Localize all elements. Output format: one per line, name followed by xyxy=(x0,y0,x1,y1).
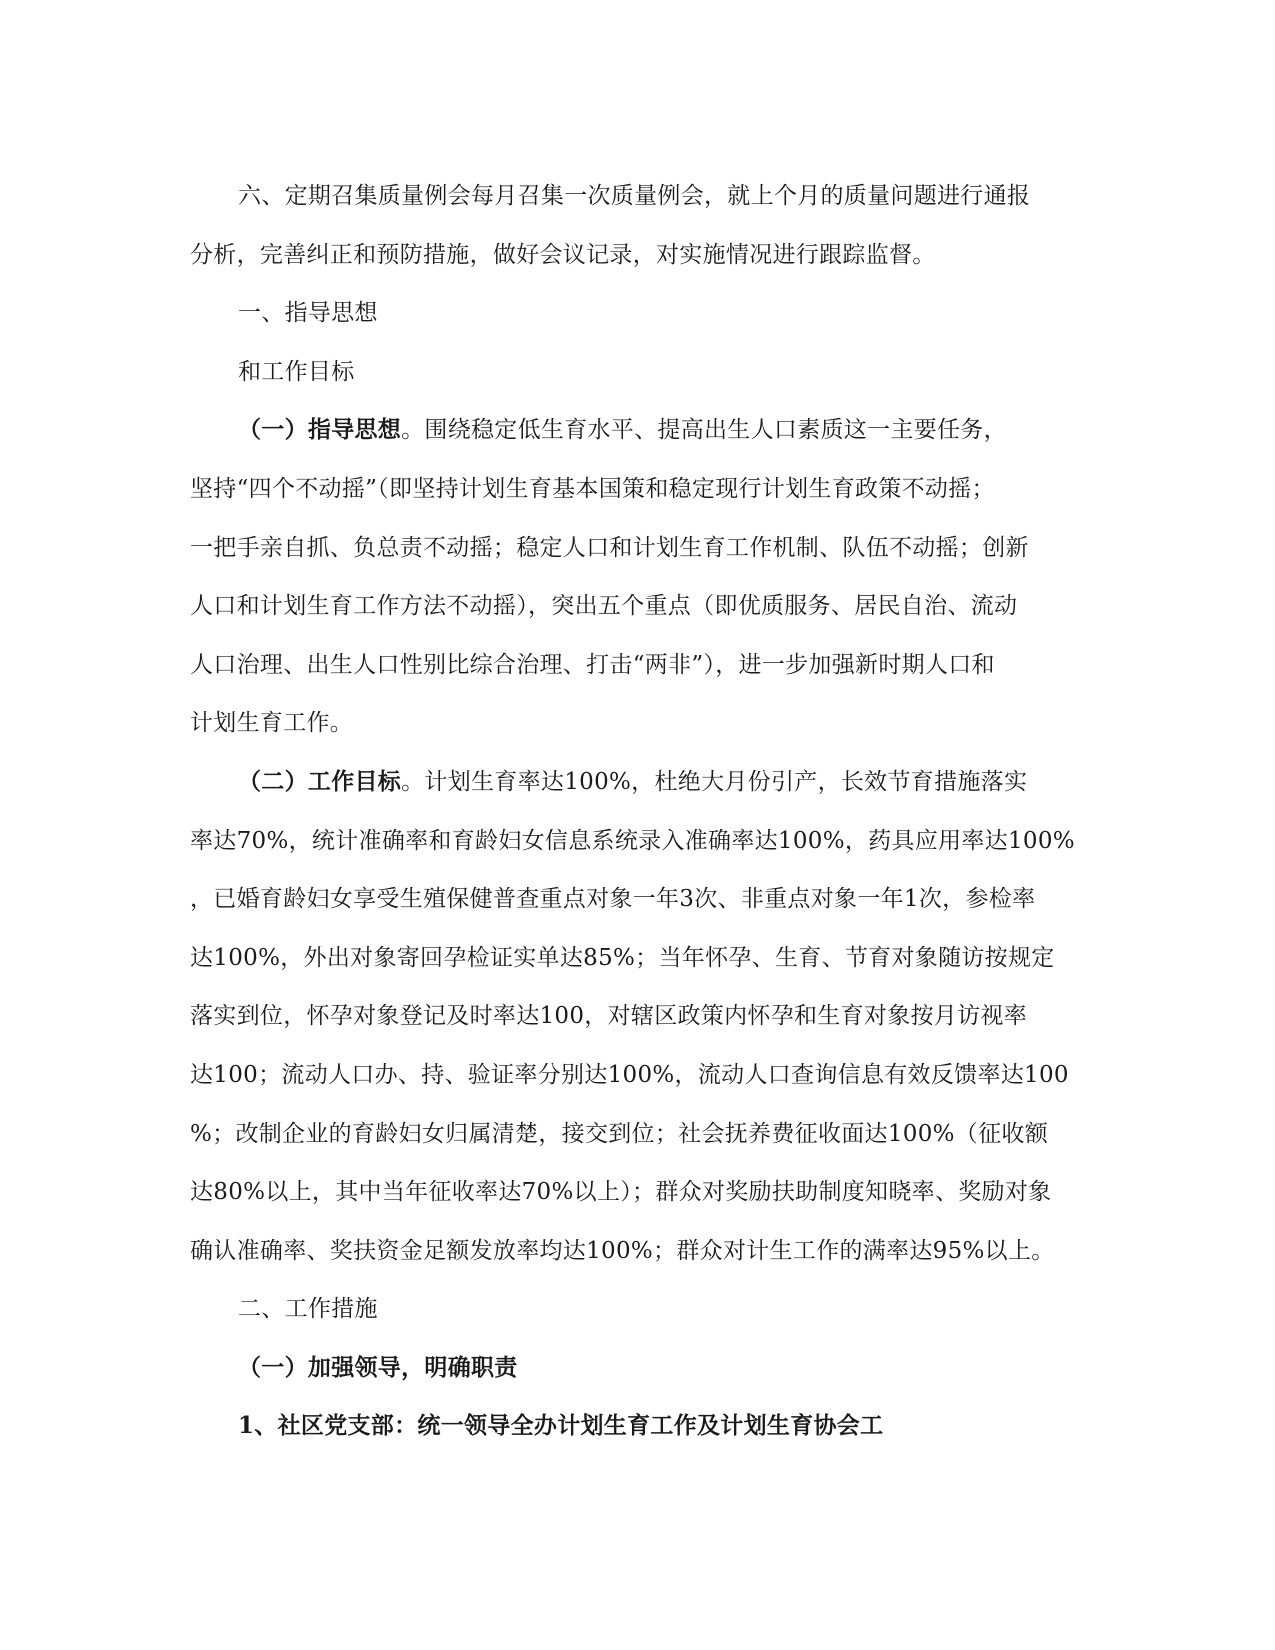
text-line xyxy=(190,812,1090,871)
body-text: 一把手亲自抓、负总责不动摇；稳定人口和计划生育工作机制、队伍不动摇；创新 xyxy=(190,534,1029,561)
bold-heading-text: 1、社区党支部：统一领导全办计划生育工作及计划生育协会工 xyxy=(238,1412,884,1440)
text-line xyxy=(190,636,1090,695)
bold-heading-text: （二）工作目标 xyxy=(238,767,402,795)
text-line xyxy=(190,519,1090,578)
body-text: 和工作目标 xyxy=(238,358,355,385)
body-text: %；改制企业的育龄妇女归属清楚，接交到位；社会抚养费征收面达100%（征收额 xyxy=(190,1120,1049,1147)
text-line xyxy=(190,343,1090,402)
body-text: 达80%以上，其中当年征收率达70%以上）；群众对奖励扶助制度知晓率、奖励对象 xyxy=(190,1179,1052,1206)
body-text: 坚持“四个不动摇”（即坚持计划生育基本国策和稳定现行计划生育政策不动摇； xyxy=(190,475,995,502)
text-line xyxy=(190,284,1090,343)
body-text: 确认准确率、奖扶资金足额发放率均达100%；群众对计生工作的满率达95%以上。 xyxy=(190,1237,1055,1264)
body-text: 。围绕稳定低生育水平、提高出生人口素质这一主要任务， xyxy=(401,417,1007,444)
body-text: 率达70%，统计准确率和育龄妇女信息系统录入准确率达100%，药具应用率达100% xyxy=(190,827,1075,854)
text-line xyxy=(190,460,1090,519)
body-text: 六、定期召集质量例会每月召集一次质量例会，就上个月的质量问题进行通报 xyxy=(238,183,1031,209)
body-text: 一、指导思想 xyxy=(238,300,378,327)
body-text: 落实到位，怀孕对象登记及时率达100，对辖区政策内怀孕和生育对象按月访视率 xyxy=(190,1003,1027,1030)
document-body xyxy=(190,167,1090,1456)
text-line xyxy=(190,870,1090,929)
text-line xyxy=(190,1280,1090,1339)
text-line xyxy=(190,987,1090,1046)
body-text: 人口治理、出生人口性别比综合治理、打击“两非”），进一步加强新时期人口和 xyxy=(190,651,995,678)
text-line xyxy=(190,753,1090,812)
body-text: 计划生育工作。 xyxy=(190,710,354,737)
text-line xyxy=(190,401,1090,460)
text-line xyxy=(190,1105,1090,1164)
text-line xyxy=(190,577,1090,636)
body-text: 二、工作措施 xyxy=(238,1296,378,1323)
body-text: 达100；流动人口办、持、验证率分别达100%，流动人口查询信息有效反馈率达100 xyxy=(190,1061,1069,1088)
body-text: 达100%，外出对象寄回孕检证实单达85%；当年怀孕、生育、节育对象随访按规定 xyxy=(190,944,1055,971)
body-text: 。计划生育率达100%，杜绝大月份引产，长效节育措施落实 xyxy=(401,768,1028,795)
text-line xyxy=(190,1339,1090,1398)
text-line xyxy=(190,1397,1090,1456)
body-text: 人口和计划生育工作方法不动摇），突出五个重点（即优质服务、居民自治、流动 xyxy=(190,593,1018,620)
text-line xyxy=(190,1222,1090,1281)
text-line xyxy=(190,1163,1090,1222)
bold-heading-text: （一）加强领导，明确职责 xyxy=(238,1353,518,1381)
text-line xyxy=(190,1046,1090,1105)
text-line xyxy=(190,929,1090,988)
text-line xyxy=(190,694,1090,753)
body-text: 分析，完善纠正和预防措施，做好会议记录，对实施情况进行跟踪监督。 xyxy=(190,241,936,268)
bold-heading-text: （一）指导思想 xyxy=(238,416,402,444)
body-text: ，已婚育龄妇女享受生殖保健普查重点对象一年3次、非重点对象一年1次，参检率 xyxy=(190,886,1036,913)
text-line xyxy=(190,226,1090,285)
text-line xyxy=(190,167,1090,226)
